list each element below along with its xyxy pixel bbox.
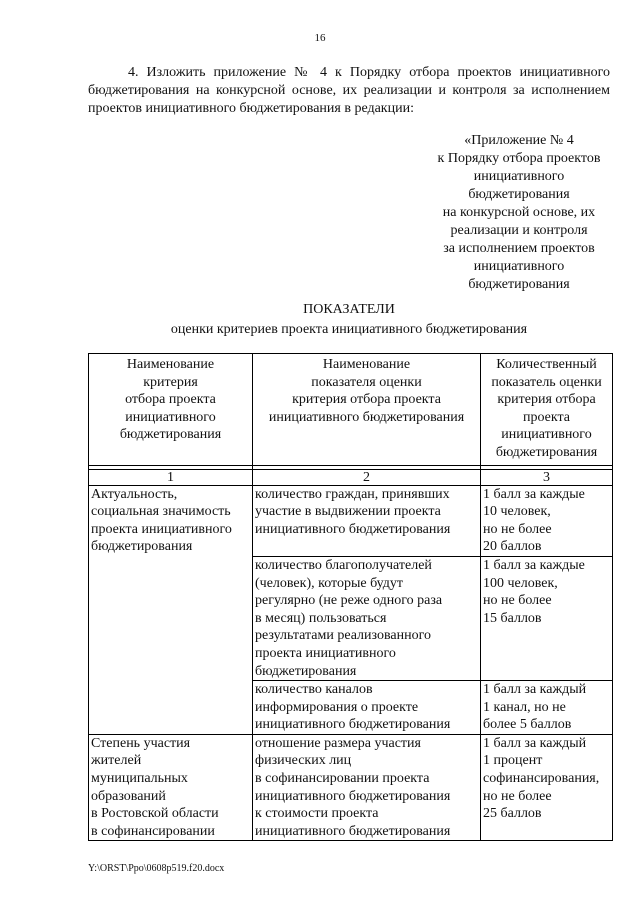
cell-line: социальная значимость	[91, 504, 231, 520]
cell-line: муниципальных	[91, 771, 188, 787]
criteria-table	[88, 353, 613, 841]
intro-paragraph: 4. Изложить приложение № 4 к Порядку отбора проектов инициативного бюджетирования на конкурсной основе, их реализации и контроля за исполнением проектов инициативного бюджетирования в редакции:	[88, 65, 610, 116]
cell-line: к стоимости проекта	[255, 806, 379, 822]
cell-line: 1 балл за каждый	[483, 682, 587, 698]
cell-line: количество граждан, принявших	[255, 486, 450, 502]
appendix-line: «Приложение № 4	[464, 133, 574, 148]
cell-line: 1 балл за каждые	[483, 557, 585, 573]
score-cell	[481, 734, 613, 841]
cell-line: 100 человек,	[483, 575, 558, 591]
intro-section	[88, 64, 610, 118]
appendix-line: инициативного	[473, 169, 565, 184]
cell-line: в Ростовской области	[91, 806, 219, 822]
cell-line: 1 балл за каждые	[483, 486, 585, 502]
header-quantitative-indicator	[481, 354, 613, 466]
cell-line: Актуальность,	[91, 486, 178, 502]
cell-line: проекта инициативного	[255, 645, 396, 661]
column-number: 2	[253, 469, 481, 485]
cell-line: но не более	[483, 521, 552, 537]
cell-line: 15 баллов	[483, 610, 542, 626]
cell-line: инициативного бюджетирования	[255, 521, 451, 537]
appendix-line: к Порядку отбора проектов	[437, 151, 601, 166]
appendix-line: реализации и контроля	[450, 223, 588, 238]
cell-line: но не более	[483, 593, 552, 609]
score-cell	[481, 681, 613, 735]
score-cell	[481, 556, 613, 680]
cell-line: проекта инициативного	[91, 521, 232, 537]
heading-subtitle: оценки критериев проекта инициативного бюджетирования	[170, 322, 528, 337]
header-line: показатель оценки	[491, 374, 602, 390]
heading-title: ПОКАЗАТЕЛИ	[303, 302, 395, 317]
cell-line: 1 процент	[483, 753, 543, 769]
appendix-line: бюджетирования	[468, 277, 570, 292]
footer-file-path: Y:\ORST\Ppo\0608p519.f20.docx	[88, 863, 225, 874]
cell-line: физических лиц	[255, 753, 352, 769]
cell-line: 10 человек,	[483, 504, 551, 520]
header-line: критерия отбора проекта	[292, 392, 441, 408]
cell-line: участие в выдвижении проекта	[255, 504, 441, 520]
header-line: критерия отбора	[497, 392, 596, 408]
cell-line: софинансирования,	[483, 771, 600, 787]
appendix-line: бюджетирования	[468, 187, 570, 202]
header-line: инициативного бюджетирования	[268, 409, 465, 425]
score-cell	[481, 485, 613, 556]
indicator-cell	[253, 556, 481, 680]
cell-line: образований	[91, 788, 166, 804]
table-row	[89, 734, 613, 841]
column-number-row	[89, 469, 613, 485]
header-line: Количественный	[496, 357, 597, 372]
page-number: 16	[314, 32, 326, 44]
header-line: Наименование	[322, 357, 411, 372]
cell-line: жителей	[91, 753, 142, 769]
header-line: Наименование	[126, 357, 215, 372]
cell-line: (человек), которые будут	[255, 575, 404, 591]
cell-line: но не более	[483, 788, 552, 804]
header-criterion-name	[89, 354, 253, 466]
appendix-line: на конкурсной основе, их	[442, 205, 596, 220]
criterion-name-cell	[89, 485, 253, 734]
appendix-line: инициативного	[473, 259, 565, 274]
cell-line: результатами реализованного	[255, 628, 432, 644]
cell-line: инициативного бюджетирования	[255, 823, 451, 839]
indicator-cell	[253, 681, 481, 735]
appendix-line: за исполнением проектов	[443, 241, 595, 256]
appendix-reference	[426, 132, 612, 294]
header-line: бюджетирования	[495, 444, 598, 460]
cell-line: инициативного бюджетирования	[255, 717, 451, 733]
cell-line: количество каналов	[255, 682, 373, 698]
column-number: 3	[481, 469, 613, 485]
cell-line: в софинансировании проекта	[255, 771, 430, 787]
indicator-cell	[253, 734, 481, 841]
document-heading	[88, 300, 610, 340]
cell-line: 20 баллов	[483, 539, 542, 555]
cell-line: в софинансировании	[91, 823, 215, 839]
cell-line: в месяц) пользоваться	[255, 610, 387, 626]
table-header-row	[89, 354, 613, 466]
column-number: 1	[89, 469, 253, 485]
header-line: критерия	[143, 374, 198, 390]
cell-line: бюджетирования	[91, 539, 193, 555]
cell-line: 1 канал, но не	[483, 699, 566, 715]
cell-line: более 5 баллов	[483, 717, 572, 733]
criterion-name-cell	[89, 734, 253, 841]
cell-line: информирования о проекте	[255, 699, 419, 715]
table-row	[89, 485, 613, 556]
cell-line: 1 балл за каждый	[483, 735, 587, 751]
header-line: проекта	[523, 409, 570, 425]
header-line: инициативного	[125, 409, 216, 425]
header-line: инициативного	[501, 427, 592, 443]
header-line: бюджетирования	[119, 427, 222, 443]
cell-line: количество благополучателей	[255, 557, 432, 573]
indicator-cell	[253, 485, 481, 556]
cell-line: отношение размера участия	[255, 735, 421, 751]
cell-line: Степень участия	[91, 735, 191, 751]
cell-line: бюджетирования	[255, 663, 357, 679]
header-line: показателя оценки	[311, 374, 422, 390]
cell-line: регулярно (не реже одного раза	[255, 593, 443, 609]
cell-line: 25 баллов	[483, 806, 542, 822]
header-line: отбора проекта	[125, 392, 216, 408]
cell-line: инициативного бюджетирования	[255, 788, 451, 804]
header-indicator-name	[253, 354, 481, 466]
